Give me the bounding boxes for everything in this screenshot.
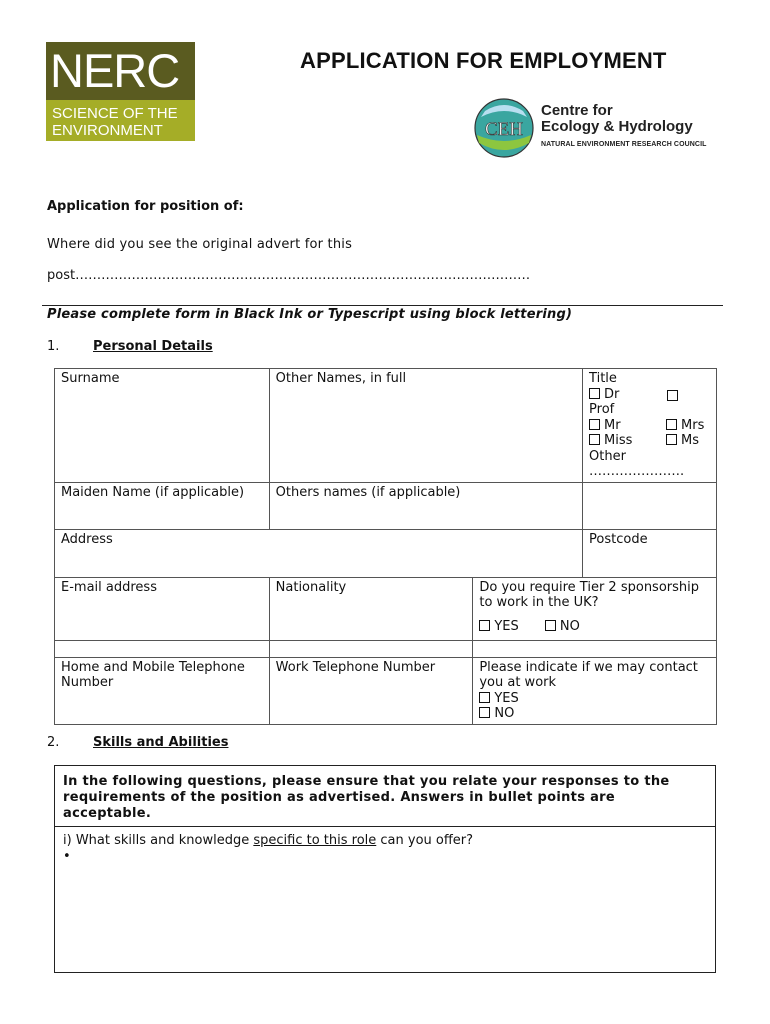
tier2-yes-checkbox[interactable] bbox=[479, 620, 490, 631]
ceh-logo-icon bbox=[473, 97, 537, 159]
tier2-options bbox=[479, 619, 710, 635]
tier2-cell bbox=[473, 577, 717, 640]
contact-yes-label: YES bbox=[494, 690, 519, 706]
work-phone-cell[interactable] bbox=[269, 657, 473, 724]
work-phone-label: Work Telephone Number bbox=[275, 659, 436, 675]
spacer-cell-2 bbox=[269, 640, 473, 657]
section2-heading: Skills and Abilities bbox=[93, 735, 229, 750]
skills-note: In the following questions, please ensure that you relate your responses to the requirements of the position as advertised. Answers in bullet points are acceptable. bbox=[55, 766, 715, 827]
title-mr-label: Mr bbox=[604, 417, 621, 433]
contact-work-cell bbox=[473, 657, 717, 724]
skills-question-1[interactable] bbox=[55, 827, 715, 871]
address-label: Address bbox=[61, 531, 113, 547]
section1-number: 1. bbox=[47, 339, 60, 354]
document-title: APPLICATION FOR EMPLOYMENT bbox=[300, 48, 667, 73]
nerc-tagline-line1: SCIENCE OF THE bbox=[52, 105, 178, 122]
nationality-cell[interactable] bbox=[269, 577, 473, 640]
section2-number: 2. bbox=[47, 735, 60, 750]
tier2-no-label: NO bbox=[559, 618, 580, 634]
nerc-tagline-line2: ENVIRONMENT bbox=[52, 122, 163, 139]
contact-no-checkbox[interactable] bbox=[479, 707, 490, 718]
skills-q1-prefix: i) What skills and knowledge bbox=[63, 833, 254, 848]
title-mrs-label: Mrs bbox=[681, 417, 705, 433]
contact-no-row bbox=[479, 706, 710, 722]
skills-box bbox=[54, 765, 716, 973]
email-cell[interactable] bbox=[55, 577, 270, 640]
contact-yes-row bbox=[479, 691, 710, 707]
email-label: E-mail address bbox=[61, 579, 157, 595]
ceh-name bbox=[541, 103, 693, 135]
divider bbox=[42, 305, 723, 306]
title-mr-checkbox[interactable] bbox=[589, 419, 600, 430]
title-cell bbox=[583, 369, 717, 483]
ceh-mark-text: CEH bbox=[485, 119, 523, 140]
instructions: Please complete form in Black Ink or Typescript using block lettering) bbox=[47, 307, 573, 322]
section1-heading: Personal Details bbox=[93, 339, 213, 354]
personal-details-table bbox=[54, 368, 717, 725]
tier2-no-checkbox[interactable] bbox=[545, 620, 556, 631]
other-names-label: Other Names, in full bbox=[275, 371, 407, 386]
postcode-label: Postcode bbox=[589, 531, 648, 547]
surname-cell[interactable] bbox=[55, 369, 270, 483]
contact-no-label: NO bbox=[494, 706, 515, 721]
nationality-label: Nationality bbox=[275, 579, 347, 595]
title-ms-checkbox[interactable] bbox=[666, 434, 677, 445]
ceh-council: NATURAL ENVIRONMENT RESEARCH COUNCIL bbox=[541, 141, 707, 148]
tier2-yes-label: YES bbox=[494, 618, 519, 634]
spacer-cell-3 bbox=[473, 640, 717, 657]
title-ms-label: Ms bbox=[681, 433, 700, 448]
contact-yes-checkbox[interactable] bbox=[479, 692, 490, 703]
home-mobile-cell[interactable] bbox=[55, 657, 270, 724]
title-other-label: Other bbox=[589, 448, 626, 464]
title-prof-label: Prof bbox=[589, 402, 615, 417]
position-label: Application for position of: bbox=[47, 199, 244, 214]
tier2-question: Do you require Tier 2 sponsorship to work in the UK? bbox=[479, 579, 700, 610]
title-prof-checkbox[interactable] bbox=[667, 390, 678, 401]
skills-bullet: • bbox=[63, 849, 71, 864]
postcode-cell[interactable] bbox=[583, 529, 717, 577]
maiden-name-cell[interactable] bbox=[55, 482, 270, 529]
title-label: Title bbox=[589, 371, 617, 386]
blank-cell[interactable] bbox=[583, 482, 717, 529]
advert-question-line2[interactable]: post…………………………………………………………………………………………… bbox=[47, 268, 531, 283]
others-names-cell[interactable] bbox=[269, 482, 582, 529]
title-dr-checkbox[interactable] bbox=[589, 388, 600, 399]
other-names-cell[interactable] bbox=[269, 369, 582, 483]
spacer-cell-1 bbox=[55, 640, 270, 657]
title-miss-checkbox[interactable] bbox=[589, 434, 600, 445]
address-cell[interactable] bbox=[55, 529, 583, 577]
others-names-label: Others names (if applicable) bbox=[275, 484, 461, 500]
title-other-dots[interactable]: …………………. bbox=[589, 464, 685, 479]
title-row-mr bbox=[589, 418, 710, 434]
ceh-name-line2: Ecology & Hydrology bbox=[541, 118, 693, 135]
maiden-name-label: Maiden Name (if applicable) bbox=[61, 484, 245, 500]
nerc-logo-tagline bbox=[46, 100, 195, 141]
title-row-dr bbox=[589, 387, 710, 403]
nerc-logo bbox=[46, 42, 195, 141]
skills-q1-suffix: can you offer? bbox=[376, 833, 474, 848]
title-row-miss bbox=[589, 433, 710, 449]
nerc-logo-wordmark: NERC bbox=[46, 42, 195, 100]
surname-label: Surname bbox=[61, 371, 120, 386]
title-dr-label: Dr bbox=[604, 386, 620, 402]
home-mobile-label: Home and Mobile Telephone Number bbox=[61, 659, 245, 690]
advert-question-line1: Where did you see the original advert for this bbox=[47, 237, 353, 252]
ceh-name-line1: Centre for bbox=[541, 102, 613, 119]
title-mrs-checkbox[interactable] bbox=[666, 419, 677, 430]
skills-q1-underlined: specific to this role bbox=[253, 833, 377, 848]
title-miss-label: Miss bbox=[604, 433, 633, 448]
contact-work-question: Please indicate if we may contact you at work bbox=[479, 659, 698, 690]
